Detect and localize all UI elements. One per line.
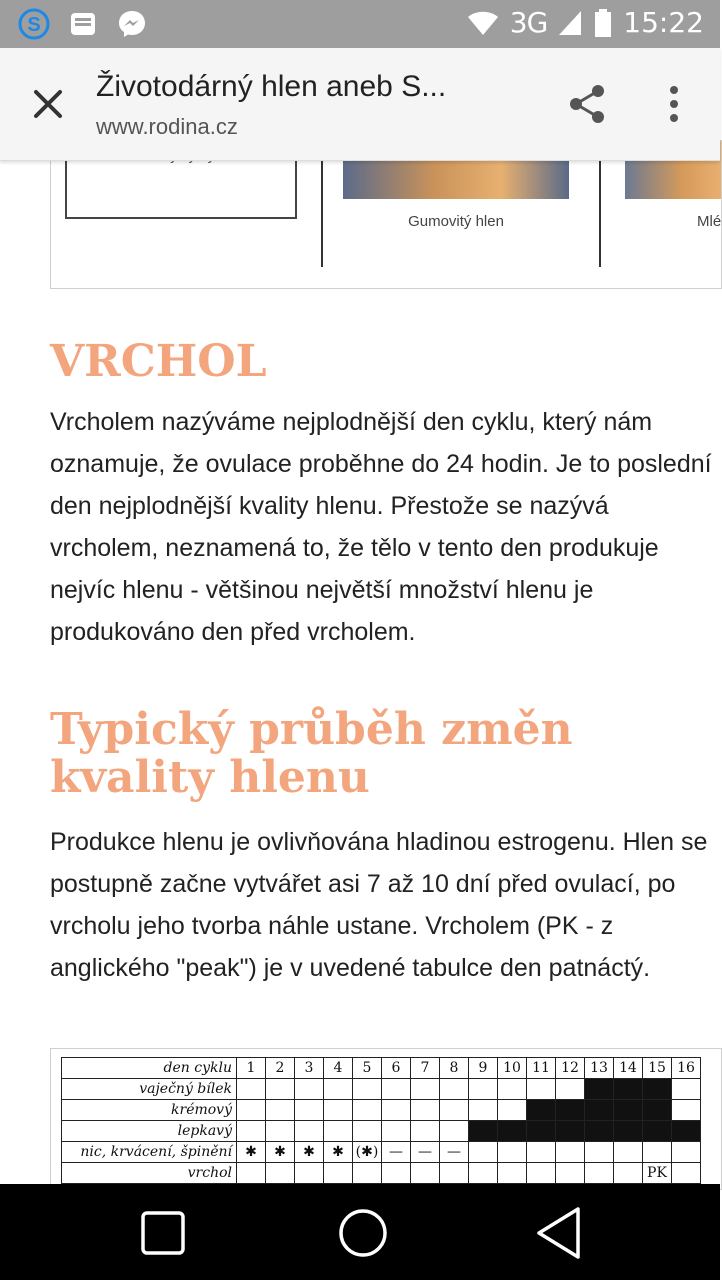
page-title: Životodárný hlen aneb S... [96, 70, 447, 103]
table-cell [324, 1163, 353, 1184]
table-cell [498, 1163, 527, 1184]
table-cell [614, 1121, 643, 1142]
table-cell [295, 1100, 324, 1121]
table-cell [411, 1121, 440, 1142]
table-cell [353, 1100, 382, 1121]
table-row [62, 1121, 701, 1142]
s-app-icon [18, 8, 50, 40]
table-cell: ✱ [266, 1142, 295, 1163]
table-cell: — [382, 1142, 411, 1163]
table-cell [266, 1163, 295, 1184]
table-cell [469, 1163, 498, 1184]
table-cell [556, 1142, 585, 1163]
home-icon[interactable] [338, 1208, 388, 1258]
table-cell [440, 1121, 469, 1142]
table-cell [382, 1163, 411, 1184]
table-cell [498, 1079, 527, 1100]
page-url: www.rodina.cz [96, 114, 238, 139]
more-options-icon[interactable] [660, 82, 688, 126]
inbox-icon [68, 9, 98, 39]
wifi-icon [466, 9, 500, 37]
share-icon[interactable] [566, 82, 610, 126]
table-cell: ✱ [324, 1142, 353, 1163]
table-cell [411, 1079, 440, 1100]
table-cell [295, 1121, 324, 1142]
table-cell [353, 1163, 382, 1184]
table-cell [643, 1100, 672, 1121]
day-number-cell: 12 [556, 1058, 585, 1079]
table-cell [498, 1142, 527, 1163]
day-number-cell: 3 [295, 1058, 324, 1079]
day-number-cell: 4 [324, 1058, 353, 1079]
table-cell: — [411, 1142, 440, 1163]
image-label-right: Mlé [697, 213, 722, 230]
table-cell [469, 1100, 498, 1121]
day-number-cell: 5 [353, 1058, 382, 1079]
table-cell: — [440, 1142, 469, 1163]
signal-icon [557, 9, 583, 37]
table-cell [672, 1142, 701, 1163]
table-cell [382, 1100, 411, 1121]
paragraph-vrchol: Vrcholem nazýváme nejplodnější den cyklu, který nám oznamuje, že ovulace proběhne do 24 hodin. Je to poslední den nejplodnější kvality hlenu. Přestože se nazývá vrcholem, neznamená to, že tělo v tento den produkuje nejvíc hlenu - většinou největší množství hlenu je produkováno den před vrcholem. [50, 408, 712, 646]
table-cell [324, 1079, 353, 1100]
day-number-cell: 7 [411, 1058, 440, 1079]
day-number-cell: 13 [585, 1058, 614, 1079]
table-cell [643, 1142, 672, 1163]
table-cell [469, 1079, 498, 1100]
table-cell [440, 1163, 469, 1184]
table-row [62, 1142, 701, 1163]
table-row [62, 1163, 701, 1184]
table-cell [614, 1163, 643, 1184]
row-label: vrchol [62, 1163, 237, 1184]
table-cell [295, 1163, 324, 1184]
day-number-cell: 2 [266, 1058, 295, 1079]
cycle-table-image [50, 1048, 722, 1190]
table-cell [498, 1121, 527, 1142]
table-cell [672, 1079, 701, 1100]
table-cell [324, 1121, 353, 1142]
table-cell: PK [643, 1163, 672, 1184]
day-number-cell: 1 [237, 1058, 266, 1079]
table-cell [237, 1100, 266, 1121]
paragraph-typical-course: Produkce hlenu je ovlivňována hladinou estrogenu. Hlen se postupně začne vytvářet asi 7 až 10 dní před ovulací, po vrcholu jeho tvorba náhle ustane. Vrcholem (PK - z anglického "peak") je v uvedené tabulce den patnáctý. [50, 828, 708, 982]
battery-icon [593, 8, 613, 38]
table-cell [614, 1100, 643, 1121]
table-cell [556, 1121, 585, 1142]
table-cell [411, 1100, 440, 1121]
table-cell [527, 1121, 556, 1142]
day-number-cell: 16 [672, 1058, 701, 1079]
table-cell [266, 1079, 295, 1100]
table-cell [469, 1142, 498, 1163]
recents-icon[interactable] [140, 1210, 186, 1256]
table-cell [643, 1079, 672, 1100]
table-cell [353, 1121, 382, 1142]
table-cell [527, 1163, 556, 1184]
table-cell [585, 1142, 614, 1163]
table-cell [237, 1163, 266, 1184]
day-number-cell: 8 [440, 1058, 469, 1079]
table-cell: ✱ [295, 1142, 324, 1163]
table-cell [527, 1079, 556, 1100]
table-cell: (✱) [353, 1142, 382, 1163]
table-cell [527, 1142, 556, 1163]
day-number-cell: 6 [382, 1058, 411, 1079]
table-cell: ✱ [237, 1142, 266, 1163]
status-bar [0, 0, 720, 48]
table-cell [585, 1079, 614, 1100]
heading-typical-course: Typický průběh změn kvality hlenu [50, 704, 573, 803]
table-cell [237, 1121, 266, 1142]
day-number-cell: 9 [469, 1058, 498, 1079]
navigation-bar [0, 1184, 720, 1280]
svg-text:S: S [27, 14, 41, 36]
table-cell [556, 1100, 585, 1121]
table-row [62, 1100, 701, 1121]
day-number-cell: 11 [527, 1058, 556, 1079]
heading-vrchol: VRCHOL [50, 336, 267, 387]
table-cell [556, 1079, 585, 1100]
article-content [0, 160, 720, 1184]
day-number-cell: 14 [614, 1058, 643, 1079]
table-cell [295, 1079, 324, 1100]
row-label: vaječný bílek [62, 1079, 237, 1100]
table-cell [614, 1079, 643, 1100]
messenger-icon [116, 8, 148, 40]
back-icon[interactable] [534, 1206, 584, 1260]
day-number-cell: 10 [498, 1058, 527, 1079]
table-cell [266, 1121, 295, 1142]
table-cell [585, 1163, 614, 1184]
table-cell [411, 1163, 440, 1184]
table-cell [469, 1121, 498, 1142]
row-label: nic, krvácení, špinění [62, 1142, 237, 1163]
table-cell [672, 1100, 701, 1121]
table-cell [440, 1100, 469, 1121]
clock: 15:22 [623, 6, 704, 39]
table-row [62, 1079, 701, 1100]
custom-tab-toolbar [0, 48, 720, 161]
table-cell [266, 1100, 295, 1121]
row-label: lepkavý [62, 1121, 237, 1142]
table-cell [643, 1121, 672, 1142]
close-icon[interactable] [26, 82, 70, 126]
table-cell [237, 1079, 266, 1100]
table-cell [382, 1079, 411, 1100]
cycle-table [61, 1057, 701, 1184]
table-cell [614, 1142, 643, 1163]
table-cell [672, 1163, 701, 1184]
table-cell [498, 1100, 527, 1121]
table-cell [382, 1121, 411, 1142]
day-number-cell: 15 [643, 1058, 672, 1079]
table-cell [353, 1079, 382, 1100]
table-cell [324, 1100, 353, 1121]
table-cell [585, 1100, 614, 1121]
table-cell [527, 1100, 556, 1121]
table-header-label: den cyklu [62, 1058, 237, 1079]
network-type: 3G [509, 6, 548, 39]
table-cell [556, 1163, 585, 1184]
table-cell [585, 1121, 614, 1142]
mucus-types-image [50, 140, 722, 289]
image-label-mid: Gumovitý hlen [408, 213, 504, 230]
table-cell [672, 1121, 701, 1142]
row-label: krémový [62, 1100, 237, 1121]
table-cell [440, 1079, 469, 1100]
